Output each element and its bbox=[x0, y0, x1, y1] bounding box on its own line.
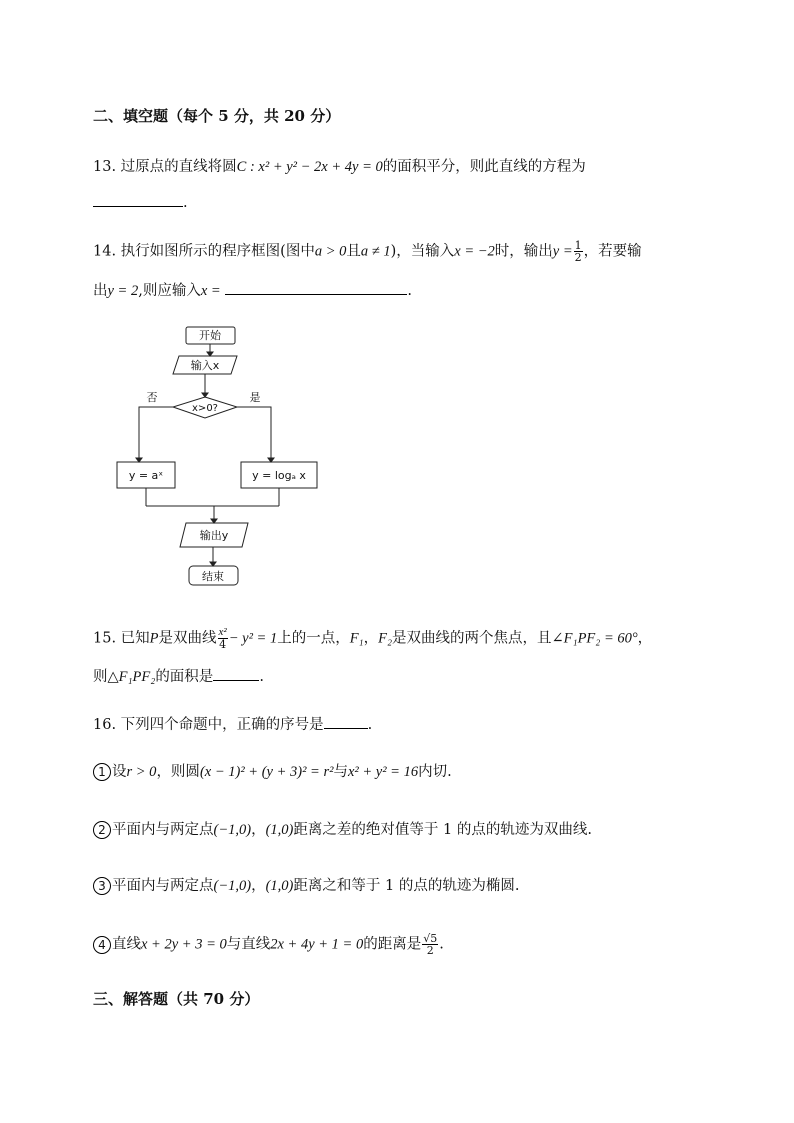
q15-text-b: 是双曲线 bbox=[158, 630, 217, 647]
q14-cond1: a > 0 bbox=[314, 243, 347, 260]
q14-frac-den: 2 bbox=[574, 251, 582, 264]
q16-item-1-mark: 1 bbox=[93, 763, 111, 781]
flowchart-end-label: 结束 bbox=[202, 570, 224, 583]
question-15-line2 bbox=[93, 666, 264, 687]
q14-text-c: 时，输出 bbox=[494, 243, 553, 260]
q14-and: 且 bbox=[346, 243, 361, 260]
q16-item-3-e: 距离之和等于 1 的点的轨迹为椭圆. bbox=[293, 878, 520, 894]
q15-text-a: 已知 bbox=[120, 630, 150, 647]
flowchart-no-label: 否 bbox=[146, 391, 158, 404]
question-15 bbox=[93, 627, 652, 650]
flowchart bbox=[110, 320, 340, 592]
section-3-heading: 三、解答题（共 70 分） bbox=[93, 990, 260, 1008]
flowchart-decision-label: x>0? bbox=[192, 403, 218, 414]
q15-text-c: 上的一点， bbox=[277, 630, 350, 647]
q16-item-2-b: (−1,0) bbox=[213, 822, 252, 838]
q15-blank bbox=[213, 666, 259, 681]
q14-blank bbox=[225, 280, 407, 295]
q16-item-2-a: 平面内与两定点 bbox=[112, 822, 214, 838]
q14-fraction bbox=[574, 240, 583, 263]
q16-item-3-mark: 3 bbox=[93, 877, 111, 895]
q16-item-1-c: ，则圆 bbox=[156, 764, 200, 780]
q16-item-4-fraction bbox=[422, 933, 438, 956]
q15-triangle: △F₁PF₂ bbox=[107, 669, 156, 685]
flowchart-left-label: y = aˣ bbox=[128, 469, 164, 482]
q14-text-a: 执行如图所示的程序框图(图中 bbox=[120, 243, 315, 260]
question-16 bbox=[93, 714, 372, 735]
q15-f2: F₂ bbox=[378, 630, 393, 647]
q14-frac-num: 1 bbox=[574, 239, 582, 252]
q14-period: . bbox=[407, 283, 412, 299]
q15-frac-num: x² bbox=[218, 626, 227, 638]
q15-p: P bbox=[149, 630, 159, 647]
q16-item-4-d: 2x + 4y + 1 = 0 bbox=[270, 936, 364, 953]
q15-line2-a: 则 bbox=[93, 669, 108, 685]
q16-item-4-frac-num: √5 bbox=[423, 932, 438, 945]
q15-eq-rest: − y² = 1 bbox=[228, 630, 278, 647]
q16-item-1-b: r > 0 bbox=[126, 764, 157, 780]
q16-item-4-period: . bbox=[439, 936, 444, 953]
q16-item-4-e: 的距离是 bbox=[363, 936, 422, 953]
q16-item-4 bbox=[93, 933, 444, 956]
q16-item-1-e: 与 bbox=[333, 764, 348, 780]
q16-item-3-d: (1,0) bbox=[265, 878, 294, 894]
q16-item-3 bbox=[93, 876, 519, 896]
q13-equation: C : x² + y² − 2x + 4y = 0 bbox=[236, 159, 383, 175]
section-2-heading: 二、填空题（每个 5 分，共 20 分） bbox=[93, 107, 341, 125]
q15-number: 15. bbox=[93, 630, 117, 647]
q16-blank bbox=[324, 714, 368, 729]
flowchart-start-label: 开始 bbox=[199, 329, 221, 342]
q15-fraction bbox=[218, 627, 228, 650]
q16-text: 下列四个命题中，正确的序号是 bbox=[120, 717, 324, 733]
q15-period: . bbox=[259, 669, 264, 685]
q14-number: 14. bbox=[93, 243, 117, 260]
question-14-line2 bbox=[93, 280, 412, 301]
q16-item-1-f: x² + y² = 16 bbox=[347, 764, 419, 780]
question-13 bbox=[93, 157, 586, 177]
q16-item-3-a: 平面内与两定点 bbox=[112, 878, 214, 894]
flowchart-input-label: 输入x bbox=[190, 359, 220, 372]
q14-text-b: )，当输入 bbox=[390, 243, 455, 260]
q14-text-e: 出 bbox=[93, 283, 108, 299]
q16-item-1-g: 内切. bbox=[418, 764, 452, 780]
q16-number: 16. bbox=[93, 717, 117, 733]
q16-item-3-c: ， bbox=[251, 878, 266, 894]
flowchart-yes-label: 是 bbox=[249, 391, 261, 404]
q16-item-2-d: (1,0) bbox=[265, 822, 294, 838]
q16-item-2-c: ， bbox=[251, 822, 266, 838]
q14-y-eq: y = bbox=[552, 243, 573, 260]
q14-text-d: ，若要输 bbox=[583, 243, 642, 260]
q14-cond2: a ≠ 1 bbox=[360, 243, 391, 260]
flowchart-right-label: y = logₐ x bbox=[252, 469, 306, 482]
flowchart-output-label: 输出y bbox=[199, 529, 229, 542]
q16-item-1-d: (x − 1)² + (y + 3)² = r² bbox=[199, 764, 334, 780]
q13-text-b: 的面积平分，则此直线的方程为 bbox=[382, 159, 586, 175]
q14-input-eq: x = −2 bbox=[454, 243, 495, 260]
q16-item-4-frac-den: 2 bbox=[426, 944, 434, 957]
q13-answer-line bbox=[93, 192, 188, 213]
q14-text-f: ,则应输入 bbox=[138, 283, 201, 299]
q15-text-e: ， bbox=[637, 630, 653, 647]
q16-item-2 bbox=[93, 820, 592, 840]
q16-item-4-a: 直线 bbox=[112, 936, 141, 953]
q16-item-4-mark: 4 bbox=[93, 936, 111, 954]
q15-line2-b: 的面积是 bbox=[155, 669, 214, 685]
q16-item-1-a: 设 bbox=[112, 764, 127, 780]
q14-x-eq: x = bbox=[200, 283, 221, 299]
q16-item-1 bbox=[93, 762, 452, 782]
question-14 bbox=[93, 240, 642, 263]
q13-period: . bbox=[183, 195, 188, 211]
q16-item-3-b: (−1,0) bbox=[213, 878, 252, 894]
q15-f1: F₁ bbox=[349, 630, 364, 647]
q16-item-4-b: x + 2y + 3 = 0 bbox=[141, 936, 227, 953]
q15-text-d: 是双曲线的两个焦点，且 bbox=[392, 630, 552, 647]
q16-period: . bbox=[367, 717, 373, 733]
q13-text-a: 过原点的直线将圆 bbox=[120, 159, 237, 175]
q15-sep: ， bbox=[363, 630, 379, 647]
q15-frac-den: 4 bbox=[219, 638, 227, 651]
q13-number: 13. bbox=[93, 159, 117, 175]
q16-item-2-e: 距离之差的绝对值等于 1 的点的轨迹为双曲线. bbox=[293, 822, 592, 838]
q16-item-4-c: 与直线 bbox=[226, 936, 271, 953]
q16-item-2-mark: 2 bbox=[93, 821, 111, 839]
q14-y2: y = 2 bbox=[107, 283, 139, 299]
q15-angle: ∠F₁PF₂ = 60° bbox=[551, 630, 638, 647]
q13-blank bbox=[93, 192, 183, 207]
